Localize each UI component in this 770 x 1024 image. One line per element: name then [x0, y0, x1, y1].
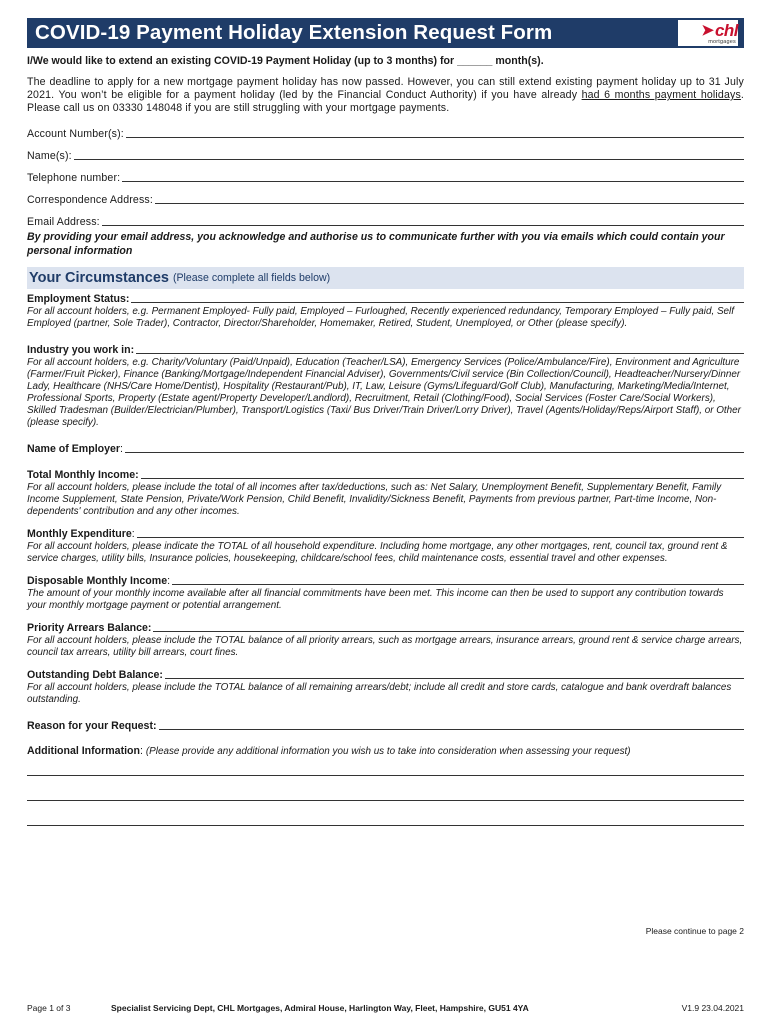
- total-monthly-income-line[interactable]: [141, 478, 744, 479]
- form-title: COVID-19 Payment Holiday Extension Request Form: [35, 21, 553, 44]
- name-line[interactable]: [74, 159, 744, 160]
- industry-field[interactable]: [27, 344, 744, 356]
- outstanding-debt-help: For all account holders, please include the TOTAL balance of all remaining arrears/debt; include all credit and store cards, catalogue and bank overdraft balances outstanding.: [27, 682, 732, 705]
- priority-arrears-label: Priority Arrears Balance:: [27, 622, 152, 634]
- email-line[interactable]: [102, 225, 744, 226]
- total-monthly-income-field[interactable]: [27, 469, 744, 481]
- page-number: Page 1 of 3: [27, 1003, 71, 1013]
- telephone-field[interactable]: [27, 172, 744, 184]
- priority-arrears-line[interactable]: [153, 631, 744, 632]
- reason-line[interactable]: [159, 729, 745, 730]
- logo-arrow-icon: ➤: [701, 21, 714, 39]
- outstanding-debt-field[interactable]: [27, 669, 744, 681]
- email-consent-notice: By providing your email address, you acknowledge and authorise us to communicate further with you via emails which could contain your personal information: [27, 231, 725, 257]
- additional-information-prompt: Additional Information: (Please provide any additional information you wish us to take into consideration when assessing your request): [27, 745, 631, 757]
- account-number-field[interactable]: [27, 128, 744, 140]
- circumstances-subtitle: (Please complete all fields below): [172, 272, 331, 284]
- additional-information-line-2[interactable]: [27, 800, 744, 801]
- industry-label: Industry you work in:: [27, 344, 135, 356]
- footer-address: Specialist Servicing Dept, CHL Mortgages, Admiral House, Harlington Way, Fleet, Hampshire, GU51 4YA: [111, 1003, 529, 1013]
- logo-word: chl: [714, 20, 738, 40]
- industry-line[interactable]: [136, 353, 744, 354]
- name-label: Name(s):: [27, 150, 72, 162]
- disposable-income-help: The amount of your monthly income available after all financial commitments have been met. This income can then be used to support any contribution towards your monthly mortgage payment or potential arrangement.: [27, 588, 724, 611]
- industry-help: For all account holders, e.g. Charity/Voluntary (Paid/Unpaid), Education (Teacher/LSA), Emergency Services (Police/Ambulance/Fire), Environment and Agriculture (Farmer/Fruit Picker), Finance (Banking/Mortgage/Independent Financial Adviser), Governments/Civil service (Bin Collection/Council), Headteacher/Nursery/Dinner Lady, Healthcare (NHS/Care Home/Dentist), Hospitality (Restaurant/Pub), IT, Law, Leisure (Gyms/Lifeguard/Golf Club), Manufacturing, Marketing/Media/Internet, Professional Sports, Property (Estate agent/Property Developer/Landlord), Recruitment, Retail (Clothing/Food), Social Services (Foster Care/Social Workers), Skilled Tradesman (Builder/Electrician/Plumber), Transport/Logistics (Taxi/ Bus Driver/Train Driver/Lorry Driver), Travel (Agents/Holiday/Reps/Airport Staff), or Other (please specify).: [27, 357, 741, 428]
- account-number-label: Account Number(s):: [27, 128, 124, 140]
- outstanding-debt-label: Outstanding Debt Balance:: [27, 669, 163, 681]
- outstanding-debt-line[interactable]: [165, 678, 744, 679]
- disposable-income-field[interactable]: Disposable Monthly Income :: [27, 575, 744, 587]
- total-monthly-income-label: Total Monthly Income:: [27, 469, 139, 481]
- priority-arrears-help: For all account holders, please include the TOTAL balance of all priority arrears, such as mortgage arrears, insurance arrears, ground rent & service charge arrears, council tax arrears, utility bill arrears, court fines.: [27, 635, 743, 658]
- employment-status-field[interactable]: [27, 293, 744, 305]
- employment-status-label: Employment Status:: [27, 293, 130, 305]
- logo-subtext: mortgages: [708, 38, 736, 45]
- version-label: V1.9 23.04.2021: [681, 1003, 744, 1013]
- account-number-line[interactable]: [126, 137, 744, 138]
- monthly-expenditure-label: Monthly Expenditure: [27, 528, 132, 540]
- employment-status-help: For all account holders, e.g. Permanent Employed- Fully paid, Employed – Furloughed, Recently experienced redundancy, Temporary Employed – Fully paid, Self Employed (partner, Sole Trader), Contractor, Director/Shareholder, Homemaker, Retired, Student, Unemployed, or Other (please specify).: [27, 306, 734, 329]
- employer-label: Name of Employer: [27, 443, 121, 455]
- address-line[interactable]: [155, 203, 744, 204]
- additional-information-line-3[interactable]: [27, 825, 744, 826]
- employment-status-line[interactable]: [131, 302, 744, 303]
- telephone-line[interactable]: [122, 181, 744, 182]
- reason-label: Reason for your Request:: [27, 720, 157, 732]
- monthly-expenditure-line[interactable]: [137, 537, 744, 538]
- address-label: Correspondence Address:: [27, 194, 153, 206]
- employer-line[interactable]: [125, 452, 744, 453]
- employer-field[interactable]: Name of Employer :: [27, 443, 744, 455]
- total-monthly-income-help: For all account holders, please include the total of all incomes after tax/deductions, such as: Net Salary, Unemployment Benefit, Supplementary Benefit, Family Income Supplement, State Pension, Private/Work Pension, Child Benefit, Invalidity/Sickness Benefit, Payments from previous partner, Part-time Income, Non-dependents' contribution and any other incomes.: [27, 482, 722, 517]
- telephone-label: Telephone number:: [27, 172, 121, 184]
- circumstances-section-header: [27, 267, 744, 289]
- extension-request-statement: I/We would like to extend an existing COVID-19 Payment Holiday (up to 3 months) for ______ month(s).: [27, 55, 544, 67]
- circumstances-title: Your Circumstances: [29, 270, 169, 286]
- address-field[interactable]: [27, 194, 744, 206]
- payment-holidays-underlined: had 6 months payment holidays: [581, 89, 741, 101]
- additional-information-help: (Please provide any additional information you wish us to take into consideration when assessing your request): [145, 746, 631, 757]
- email-label: Email Address:: [27, 216, 100, 228]
- disposable-income-label: Disposable Monthly Income: [27, 575, 168, 587]
- deadline-paragraph: The deadline to apply for a new mortgage payment holiday has now passed. However, you can still extend existing payment holiday up to 31 July 2021. You won’t be eligible for a payment holiday (led by the Financial Conduct Authority) if you have already had 6 months payment holidays. Please call us on 03330 148048 if you are still struggling with your mortgage payments.: [27, 76, 745, 114]
- title-bar: [27, 18, 744, 48]
- form-page: [27, 18, 745, 1013]
- additional-information-label: Additional Information: [27, 745, 140, 757]
- email-field[interactable]: [27, 216, 744, 228]
- monthly-expenditure-help: For all account holders, please indicate the TOTAL of all household expenditure. Including home mortgage, any other mortgages, rent, council tax, ground rent & service charges, utility bills, Insurance policies, housekeeping, childcare/school fees, child maintenance costs, essential travel and other expenses.: [27, 541, 728, 564]
- reason-field[interactable]: [27, 720, 744, 732]
- additional-information-line-1[interactable]: [27, 775, 744, 776]
- disposable-income-line[interactable]: [172, 584, 744, 585]
- priority-arrears-field[interactable]: [27, 622, 744, 634]
- chl-mortgages-logo: [678, 20, 738, 46]
- name-field[interactable]: [27, 150, 744, 162]
- monthly-expenditure-field[interactable]: Monthly Expenditure :: [27, 528, 744, 540]
- footer: [27, 1003, 744, 1013]
- continue-note: Please continue to page 2: [645, 926, 744, 936]
